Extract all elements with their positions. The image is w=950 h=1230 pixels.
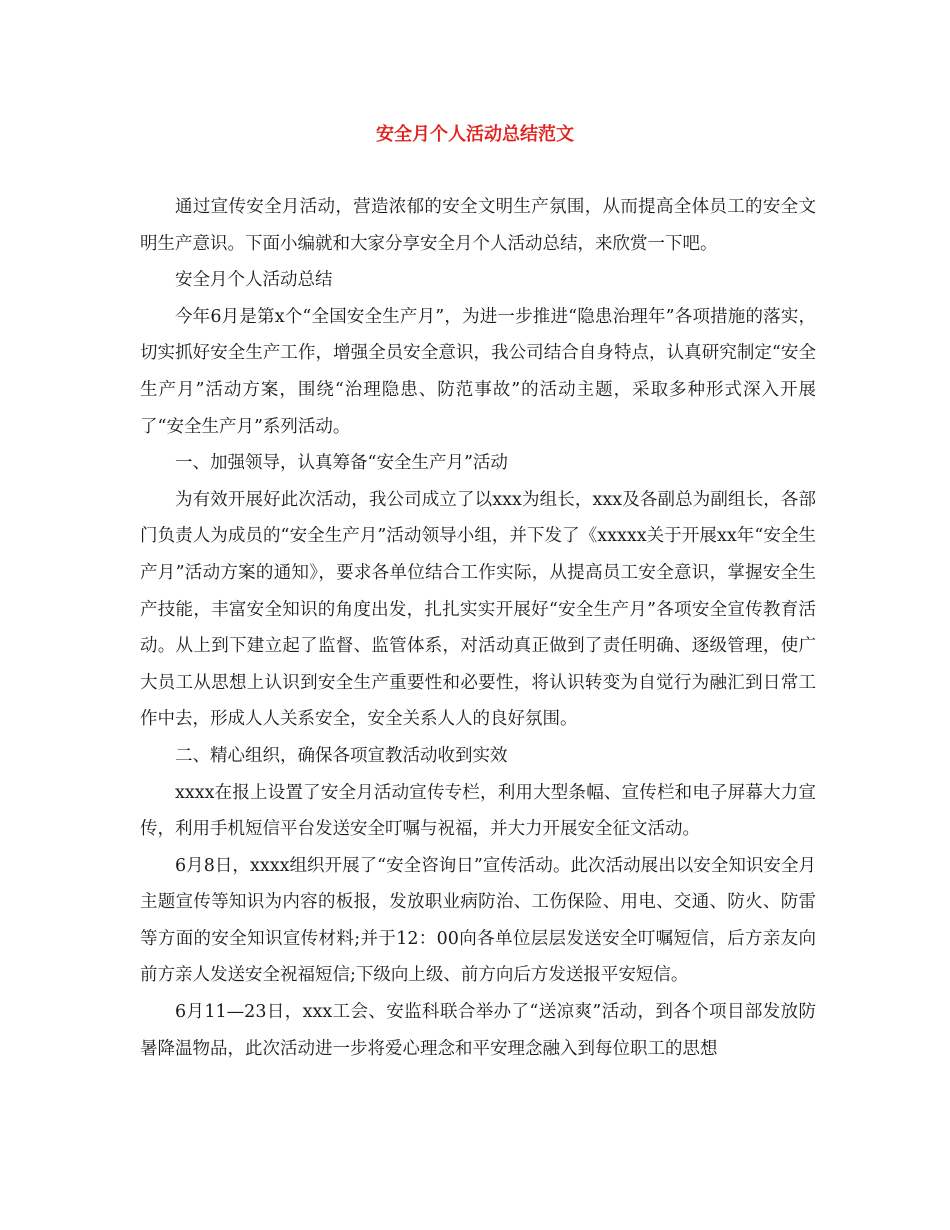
document-body <box>140 189 816 1067</box>
paragraph-section-2a: xxxx在报上设置了安全月活动宣传专栏，利用大型条幅、宣传栏和电子屏幕大力宣传，利用手机短信平台发送安全叮嘱与祝福，并大力开展安全征文活动。 <box>140 782 816 840</box>
section-heading-1: 一、加强领导，认真筹备“安全生产月”活动 <box>175 453 508 474</box>
paragraph-section-1: 为有效开展好此次活动，我公司成立了以xxx为组长，xxx及各副总为副组长，各部门负责人为成员的“安全生产月”活动领导小组，并下发了《xxxxx关于开展xx年“安全生产月”活动方案的通知》，要求各单位结合工作实际，从提高员工安全意识，掌握安全生产技能，丰富安全知识的角度出发，扎扎实实开展好“安全生产月”各项安全宣传教育活动。从上到下建立起了监督、监管体系，对活动真正做到了责任明确、逐级管理，使广大员工从思想上认识到安全生产重要性和必要性，将认识转变为自觉行为融汇到日常工作中去，形成人人关系安全，安全关系人人的良好氛围。 <box>140 489 816 730</box>
section-heading-2: 二、精心组织，确保各项宣教活动收到实效 <box>175 745 508 766</box>
paragraph-overview: 今年6月是第x个“全国安全生产月”，为进一步推进“隐患治理年”各项措施的落实，切实抓好安全生产工作，增强全员安全意识，我公司结合自身特点，认真研究制定“安全生产月”活动方案，围绕“治理隐患、防范事故”的活动主题，采取多种形式深入开展了“安全生产月”系列活动。 <box>140 306 816 437</box>
document-title: 安全月个人活动总结范文 <box>376 124 574 145</box>
paragraph-subtitle: 安全月个人活动总结 <box>175 270 333 291</box>
paragraph-section-2c: 6月11—23日，xxx工会、安监科联合举办了“送凉爽”活动，到各个项目部发放防暑降温物品，此次活动进一步将爱心理念和平安理念融入到每位职工的思想 <box>140 1002 816 1059</box>
paragraph-section-2b: 6月8日，xxxx组织开展了“安全咨询日”宣传活动。此次活动展出以安全知识安全月主题宣传等知识为内容的板报，发放职业病防治、工伤保险、用电、交通、防火、防雷等方面的安全知识宣传材料;并于12：00向各单位层层发送安全叮嘱短信，后方亲友向前方亲人发送安全祝福短信;下级向上级、前方向后方发送报平安短信。 <box>140 855 816 986</box>
paragraph-intro: 通过宣传安全月活动，营造浓郁的安全文明生产氛围，从而提高全体员工的安全文明生产意识。下面小编就和大家分享安全月个人活动总结，来欣赏一下吧。 <box>140 197 816 254</box>
